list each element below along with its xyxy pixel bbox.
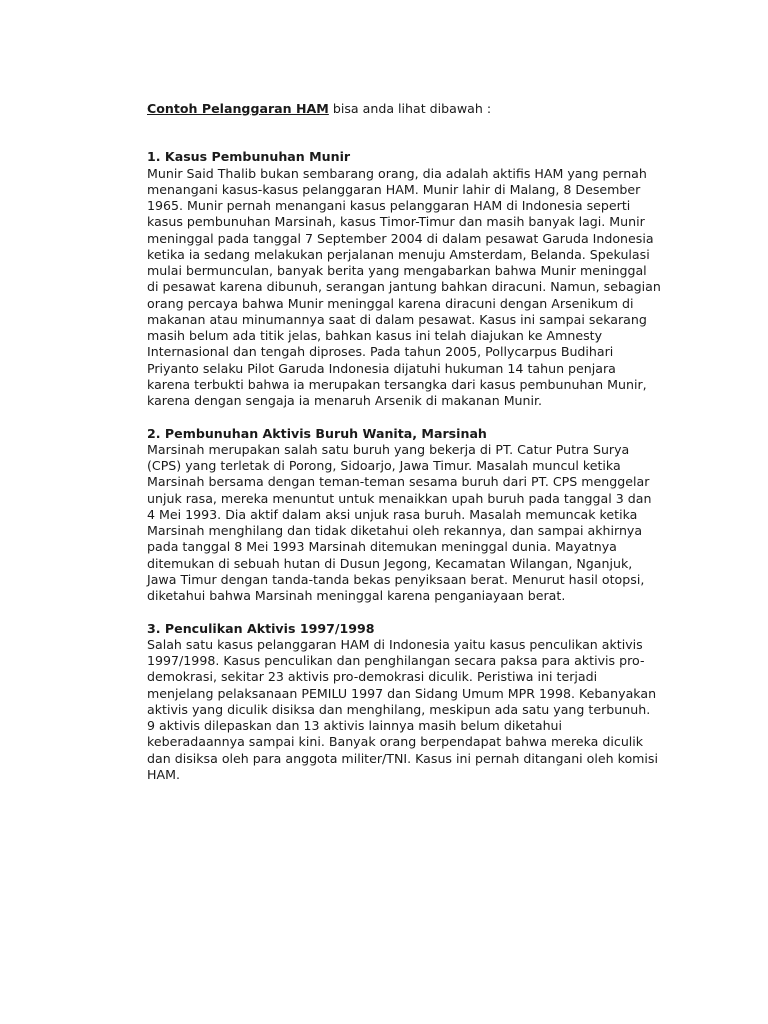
section-body: Salah satu kasus pelanggaran HAM di Indonesia yaitu kasus penculikan aktivis 1997/1998. Kasus penculikan dan penghilangan secara paksa para aktivis pro-demokrasi, sekitar 23 aktivis pro-demokrasi diculik. Peristiwa ini terjadi menjelang pelaksanaan PEMILU 1997 dan Sidang Umum MPR 1998. Kebanyakan aktivis yang diculik disiksa dan menghilang, meskipun ada satu yang terbunuh. 9 aktivis dilepaskan dan 13 aktivis lainnya masih belum diketahui keberadaannya sampai kini. Banyak orang berpendapat bahwa mereka diculik dan disiksa oleh para anggota militer/TNI. Kasus ini pernah ditangani oleh komisi HAM. bbox=[147, 636, 658, 782]
intro-line bbox=[147, 101, 662, 117]
section-marsinah bbox=[147, 426, 662, 605]
document-page bbox=[147, 101, 662, 799]
section-heading: 3. Penculikan Aktivis 1997/1998 bbox=[147, 620, 375, 636]
section-heading: 2. Pembunuhan Aktivis Buruh Wanita, Marsinah bbox=[147, 425, 487, 441]
section-body: Munir Said Thalib bukan sembarang orang, dia adalah aktifis HAM yang pernah menangani kasus-kasus pelanggaran HAM. Munir lahir di Malang, 8 Desember 1965. Munir pernah menangani kasus pelanggaran HAM di Indonesia seperti kasus pembunuhan Marsinah, kasus Timor-Timur dan masih banyak lagi. Munir meninggal pada tanggal 7 September 2004 di dalam pesawat Garuda Indonesia ketika ia sedang melakukan perjalanan menuju Amsterdam, Belanda. Spekulasi mulai bermunculan, banyak berita yang mengabarkan bahwa Munir meninggal di pesawat karena dibunuh, serangan jantung bahkan diracuni. Namun, sebagian orang percaya bahwa Munir meninggal karena diracuni dengan Arsenikum di makanan atau minumannya saat di dalam pesawat. Kasus ini sampai sekarang masih belum ada titik jelas, bahkan kasus ini telah diajukan ke Amnesty Internasional dan tengah diproses. Pada tahun 2005, Pollycarpus Budihari Priyanto selaku Pilot Garuda Indonesia dijatuhi hukuman 14 tahun penjara karena terbukti bahwa ia merupakan tersangka dari kasus pembunuhan Munir, karena dengan sengaja ia menaruh Arsenik di makanan Munir. bbox=[147, 165, 661, 408]
section-heading: 1. Kasus Pembunuhan Munir bbox=[147, 149, 351, 165]
intro-text: bisa anda lihat dibawah : bbox=[328, 101, 492, 116]
section-munir bbox=[147, 149, 662, 409]
section-body: Marsinah merupakan salah satu buruh yang bekerja di PT. Catur Putra Surya (CPS) yang terletak di Porong, Sidoarjo, Jawa Timur. Masalah muncul ketika Marsinah bersama dengan teman-teman sesama buruh dari PT. CPS menggelar unjuk rasa, mereka menuntut untuk menaikkan upah buruh pada tanggal 3 dan 4 Mei 1993. Dia aktif dalam aksi unjuk rasa buruh. Masalah memuncak ketika Marsinah menghilang dan tidak diketahui oleh rekannya, dan sampai akhirnya pada tanggal 8 Mei 1993 Marsinah ditemukan meninggal dunia. Mayatnya ditemukan di sebuah hutan di Dusun Jegong, Kecamatan Wilangan, Nganjuk, Jawa Timur dengan tanda-tanda bekas penyiksaan berat. Menurut hasil otopsi, diketahui bahwa Marsinah meninggal karena penganiayaan berat. bbox=[147, 441, 652, 603]
section-penculikan bbox=[147, 621, 662, 784]
intro-link[interactable]: Contoh Pelanggaran HAM bbox=[147, 101, 329, 116]
